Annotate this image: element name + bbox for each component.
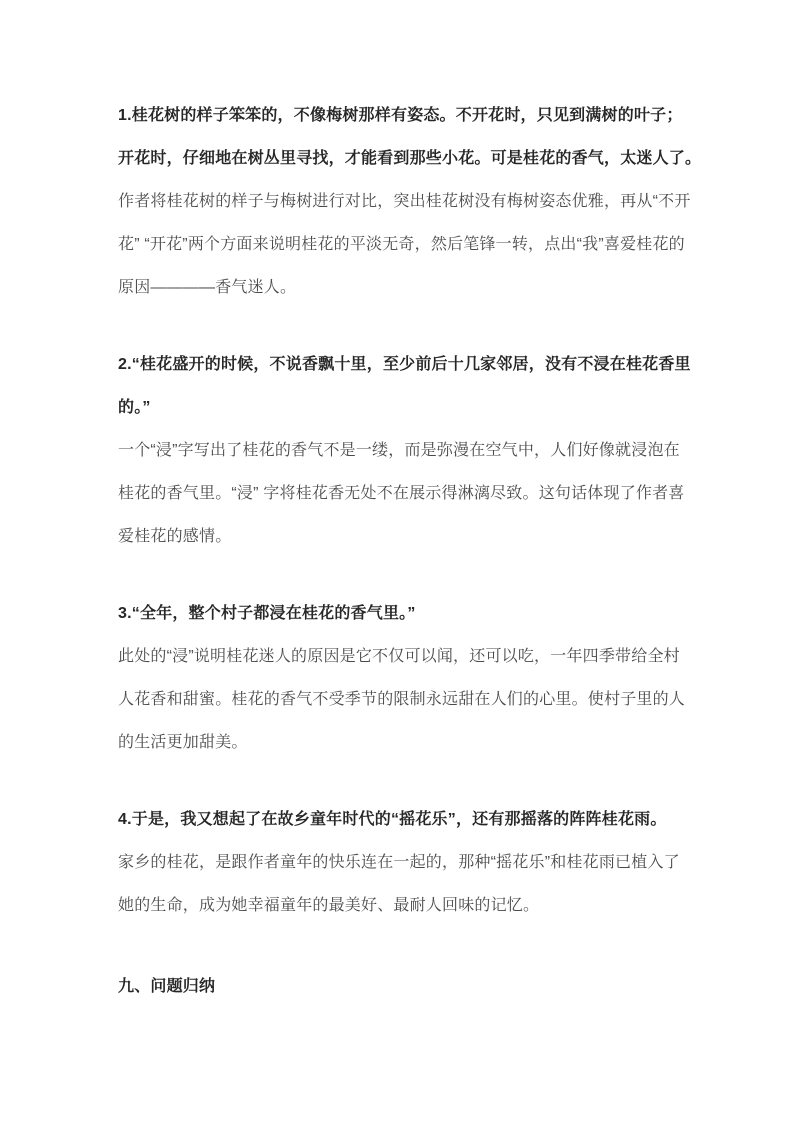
analysis-text-line: 原因————香气迷人。 bbox=[118, 279, 297, 296]
analysis-text-line: 花” “开花”两个方面来说明桂花的平淡无奇，然后笔锋一转，点出“我”喜爱桂花的 bbox=[118, 236, 685, 253]
sentence-analysis-section-1 bbox=[118, 94, 702, 309]
analysis-text-line: 此处的“浸”说明桂花迷人的原因是它不仅可以闻，还可以吃，一年四季带给全村 bbox=[118, 648, 680, 665]
analysis-text-line: 作者将桂花树的样子与梅树进行对比，突出桂花树没有梅树姿态优雅，再从“不开 bbox=[118, 193, 691, 210]
sentence-analysis-section-4 bbox=[118, 798, 680, 927]
analysis-text-line: 桂花的香气里。“浸” 字将桂花香无处不在展示得淋漓尽致。这句话体现了作者喜 bbox=[118, 485, 685, 502]
sentence-analysis-section-3 bbox=[118, 592, 686, 764]
quoted-sentence-line: 1.桂花树的样子笨笨的，不像梅树那样有姿态。不开花时，只见到满树的叶子； bbox=[118, 107, 683, 124]
quoted-sentence-line: 3.“全年，整个村子都浸在桂花的香气里。” bbox=[118, 605, 416, 622]
analysis-text-line: 人花香和甜蜜。桂花的香气不受季节的限制永远甜在人们的心里。使村子里的人 bbox=[118, 691, 686, 708]
analysis-text-line: 的生活更加甜美。 bbox=[118, 734, 248, 751]
analysis-text-line: 家乡的桂花，是跟作者童年的快乐连在一起的，那种“摇花乐”和桂花雨已植入了 bbox=[118, 854, 680, 871]
sentence-analysis-section-2 bbox=[118, 343, 691, 558]
quoted-sentence-line: 4.于是，我又想起了在故乡童年时代的“摇花乐”，还有那摇落的阵阵桂花雨。 bbox=[118, 811, 667, 828]
section-heading-questions: 九、问题归纳 bbox=[118, 978, 216, 995]
quoted-sentence-line: 的。” bbox=[118, 399, 151, 416]
quoted-sentence-line: 开花时，仔细地在树丛里寻找，才能看到那些小花。可是桂花的香气，太迷人了。 bbox=[118, 150, 702, 167]
analysis-text-line: 一个“浸”字写出了桂花的香气不是一缕，而是弥漫在空气中，人们好像就浸泡在 bbox=[118, 442, 680, 459]
analysis-text-line: 爱桂花的感情。 bbox=[118, 528, 232, 545]
quoted-sentence-line: 2.“桂花盛开的时候，不说香飘十里，至少前后十几家邻居，没有不浸在桂花香里 bbox=[118, 356, 691, 373]
analysis-text-line: 她的生命，成为她幸福童年的最美好、最耐人回味的记忆。 bbox=[118, 897, 540, 914]
